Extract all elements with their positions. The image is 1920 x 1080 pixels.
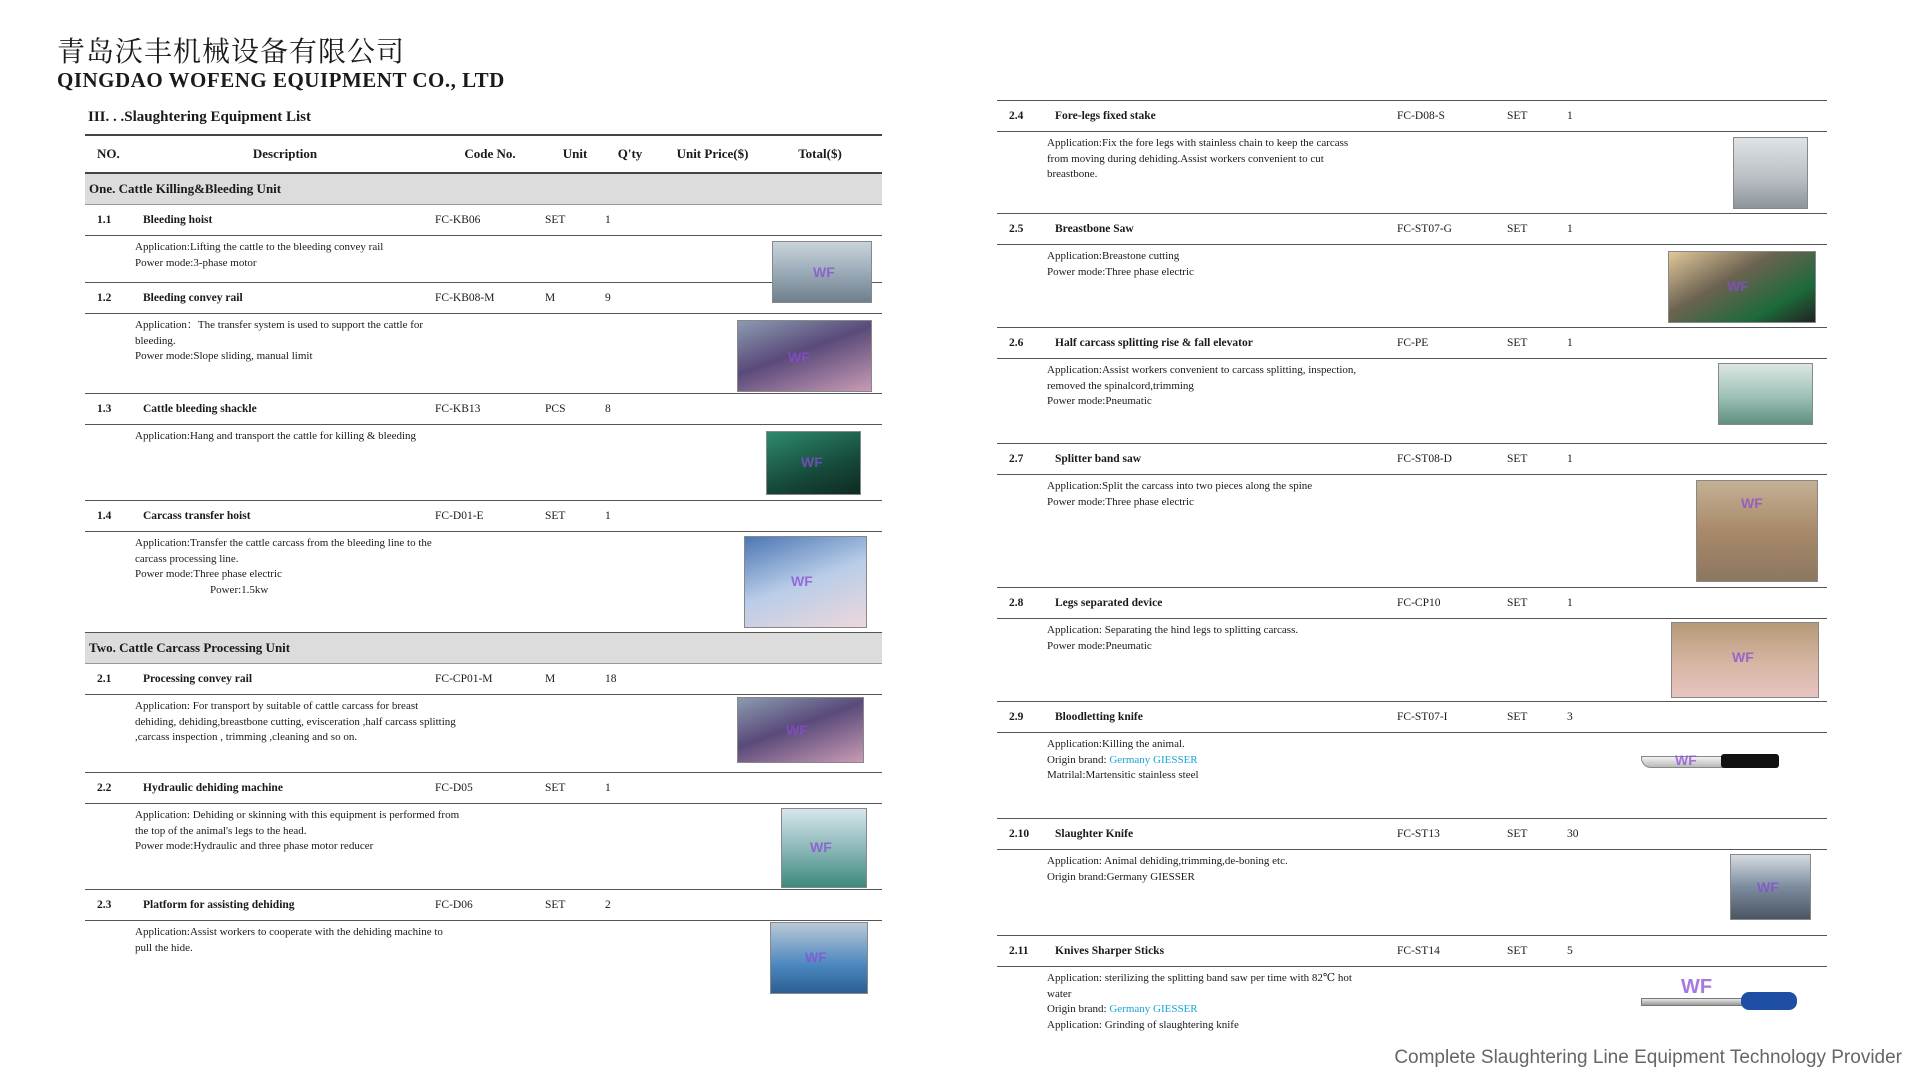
item-code: FC-CP01-M [435, 673, 493, 685]
item-line: Application: sterilizing the splitting band saw per time with 82℃ hot [1047, 972, 1352, 984]
shackle-photo [766, 431, 861, 495]
item-name: Cattle bleeding shackle [143, 403, 257, 415]
header-unit: Unit [562, 146, 588, 161]
item-qty: 30 [1567, 828, 1579, 840]
item-line: Application: Animal dehiding,trimming,de-boning etc. [1047, 855, 1288, 867]
watermark: WF [813, 264, 835, 280]
table-row [85, 283, 882, 394]
item-line: removed the spinalcord,trimming [1047, 379, 1194, 392]
item-name: Breastbone Saw [1055, 223, 1134, 235]
table-row [997, 328, 1827, 444]
item-line: Application: Separating the hind legs to splitting carcass. [1047, 624, 1299, 636]
item-name: Half carcass splitting rise & fall elevator [1055, 337, 1253, 349]
item-line: Power mode:Pneumatic [1047, 395, 1152, 407]
item-line: Matrilal:Martensitic stainless steel [1047, 769, 1199, 781]
item-name: Fore-legs fixed stake [1055, 110, 1156, 122]
watermark: WF [1757, 879, 1779, 895]
watermark: WF [801, 454, 823, 470]
item-qty: 1 [1567, 453, 1573, 465]
item-name: Bloodletting knife [1055, 711, 1143, 723]
item-code: FC-CP10 [1397, 597, 1441, 609]
item-unit: SET [545, 214, 566, 226]
watermark: WF [1732, 649, 1754, 665]
item-no: 2.6 [1009, 337, 1024, 349]
item-line: Power mode:Slope sliding, manual limit [135, 350, 313, 362]
processing-rail-photo [737, 697, 864, 763]
item-line: Power mode:Hydraulic and three phase motor reducer [135, 840, 374, 852]
item-code: FC-D06 [435, 899, 473, 911]
item-line: Application:Split the carcass into two pieces along the spine [1047, 480, 1313, 492]
watermark: WF [810, 839, 832, 855]
table-row [85, 773, 882, 890]
item-line: Application:Breastone cutting [1047, 250, 1180, 262]
brand-name: Germany GIESSER [1109, 1003, 1198, 1015]
convey-rail-photo [737, 320, 872, 392]
item-code: FC-ST14 [1397, 945, 1440, 957]
watermark: WF [791, 573, 813, 589]
item-name: Knives Sharper Sticks [1055, 945, 1165, 957]
item-line: Power:1.5kw [210, 583, 269, 596]
item-name: Bleeding hoist [143, 214, 213, 226]
item-code: FC-D01-E [435, 510, 484, 522]
item-qty: 3 [1567, 711, 1573, 723]
table-row [997, 936, 1827, 1036]
item-line: Origin brand: [1047, 753, 1110, 766]
item-qty: 1 [605, 214, 611, 226]
item-unit: SET [1507, 711, 1528, 723]
table-row [85, 394, 882, 501]
watermark: WF [1741, 495, 1763, 511]
bloodletting-knife-image [1641, 750, 1781, 774]
item-qty: 1 [1567, 597, 1573, 609]
item-code: FC-ST13 [1397, 828, 1440, 840]
item-qty: 1 [605, 510, 611, 522]
item-line: Application: For transport by suitable of cattle carcass for breast [135, 700, 419, 712]
item-no: 2.5 [1009, 223, 1024, 235]
table-row [997, 702, 1827, 819]
item-qty: 1 [1567, 337, 1573, 349]
item-no: 2.11 [1009, 945, 1029, 957]
item-no: 2.10 [1009, 828, 1030, 840]
brand-name: Germany GIESSER [1109, 753, 1198, 766]
item-line: Application:Killing the animal. [1047, 738, 1185, 750]
item-code: FC-D08-S [1397, 110, 1445, 122]
item-code: FC-ST08-D [1397, 453, 1452, 465]
item-line: Application:Transfer the cattle carcass from the bleeding line to the [135, 537, 432, 549]
table-row [997, 101, 1827, 214]
item-name: Legs separated device [1055, 597, 1163, 609]
table-row [997, 819, 1827, 936]
item-name: Splitter band saw [1055, 453, 1142, 465]
item-line: breastbone. [1047, 168, 1098, 180]
item-no: 2.3 [97, 899, 112, 911]
item-no: 2.1 [97, 673, 112, 685]
item-no: 2.7 [1009, 453, 1024, 465]
item-code: FC-D05 [435, 782, 473, 794]
item-qty: 1 [1567, 223, 1573, 235]
item-no: 2.8 [1009, 597, 1024, 609]
item-code: FC-KB08-M [435, 292, 495, 304]
item-no: 1.3 [97, 403, 112, 415]
item-line: Application:Hang and transport the cattle for killing & bleeding [135, 430, 417, 442]
item-unit: SET [545, 782, 566, 794]
item-name: Bleeding convey rail [143, 292, 243, 304]
item-line: water [1047, 987, 1072, 1000]
item-unit: PCS [545, 403, 566, 415]
item-unit: SET [545, 510, 566, 522]
sharpening-steel-image [1641, 976, 1801, 1026]
legs-device-photo [1671, 622, 1819, 698]
item-no: 1.4 [97, 510, 112, 522]
table-row [85, 890, 882, 982]
item-line: Application:Assist workers to cooperate with the dehiding machine to [135, 926, 443, 938]
section-carcass-processing: Two. Cattle Carcass Processing Unit [85, 633, 882, 664]
item-line: the top of the animal's legs to the head. [135, 824, 307, 837]
section-killing-bleeding: One. Cattle Killing&Bleeding Unit [85, 174, 882, 205]
item-line: Origin brand: [1047, 1003, 1110, 1015]
header-qty: Q'ty [617, 146, 643, 161]
item-line: Power mode:Pneumatic [1047, 639, 1152, 652]
table-row [85, 664, 882, 773]
item-line: ,carcass inspection , trimming ,cleaning and so on. [135, 731, 358, 743]
item-unit: SET [1507, 223, 1528, 235]
item-unit: SET [1507, 945, 1528, 957]
item-code: FC-KB06 [435, 214, 481, 226]
elevator-photo [1718, 363, 1813, 425]
item-line: Application: Grinding of slaughtering knife [1047, 1018, 1239, 1031]
item-no: 2.2 [97, 782, 112, 794]
item-code: FC-PE [1397, 337, 1429, 349]
watermark: WF [1727, 278, 1749, 294]
company-name-en: QINGDAO WOFENG EQUIPMENT CO., LTD [57, 68, 505, 92]
item-line: Origin brand:Germany GIESSER [1047, 870, 1195, 883]
item-unit: SET [1507, 337, 1528, 349]
company-name-cn: 青岛沃丰机械设备有限公司 [57, 35, 406, 68]
item-line: Application: Dehiding or skinning with this equipment is performed from [135, 809, 460, 821]
table-header [85, 134, 882, 174]
slaughter-knife-photo [1730, 854, 1811, 920]
footer-tagline: Complete Slaughtering Line Equipment Technology Provider [1394, 1047, 1902, 1068]
item-line: Power mode:Three phase electric [1047, 495, 1194, 508]
item-code: FC-ST07-G [1397, 223, 1452, 235]
left-column [85, 134, 882, 982]
table-row [997, 588, 1827, 702]
item-name: Processing convey rail [143, 673, 253, 685]
item-line: Application:Lifting the cattle to the bleeding convey rail [135, 241, 384, 253]
watermark: WF [1675, 752, 1697, 768]
item-line: Application：The transfer system is used to support the cattle for [135, 319, 424, 331]
item-line: Application:Assist workers convenient to carcass splitting, inspection, [1047, 364, 1357, 376]
header-description: Description [252, 146, 318, 161]
right-column [997, 100, 1827, 1036]
item-no: 2.9 [1009, 711, 1024, 723]
item-unit: SET [545, 899, 566, 911]
platform-photo [770, 922, 868, 994]
transfer-hoist-photo [744, 536, 867, 628]
item-line: Power mode:3-phase motor [135, 256, 257, 269]
dehiding-machine-photo [781, 808, 867, 888]
item-unit: SET [1507, 597, 1528, 609]
table-row [997, 444, 1827, 588]
item-qty: 5 [1567, 945, 1573, 957]
watermark: WF [786, 722, 808, 738]
item-unit: SET [1507, 453, 1528, 465]
item-line: Application:Fix the fore legs with stainless chain to keep the carcass [1047, 137, 1349, 149]
item-qty: 1 [605, 782, 611, 794]
item-line: carcass processing line. [135, 552, 239, 565]
watermark: WF [805, 949, 827, 965]
item-unit: M [545, 673, 556, 685]
item-qty: 8 [605, 403, 611, 415]
item-code: FC-KB13 [435, 403, 481, 415]
item-qty: 18 [605, 673, 617, 685]
item-no: 1.1 [97, 214, 112, 226]
item-unit: M [545, 292, 556, 304]
item-code: FC-ST07-I [1397, 711, 1448, 723]
item-line: Power mode:Three phase electric [1047, 265, 1194, 278]
header-code: Code No. [464, 146, 516, 161]
item-line: pull the hide. [135, 941, 193, 954]
item-name: Carcass transfer hoist [143, 510, 251, 522]
breastbone-saw-photo [1668, 251, 1816, 323]
header-no: NO. [97, 146, 120, 161]
item-unit: SET [1507, 110, 1528, 122]
watermark: WF [788, 349, 810, 365]
band-saw-photo [1696, 480, 1818, 582]
item-line: Power mode:Three phase electric [135, 568, 282, 580]
table-row [85, 205, 882, 283]
header-unit-price: Unit Price($) [676, 146, 749, 161]
item-name: Slaughter Knife [1055, 828, 1134, 840]
item-qty: 2 [605, 899, 611, 911]
watermark: WF [1681, 976, 1713, 998]
item-line: dehiding, dehiding,breastbone cutting, evisceration ,half carcass splitting [135, 715, 456, 728]
item-line: bleeding. [135, 334, 176, 347]
table-row [85, 501, 882, 633]
item-name: Platform for assisting dehiding [143, 899, 295, 911]
table-row [997, 214, 1827, 328]
item-line: from moving during dehiding.Assist workers convenient to cut [1047, 152, 1324, 165]
item-name: Hydraulic dehiding machine [143, 782, 283, 794]
header-total: Total($) [798, 146, 842, 161]
item-qty: 9 [605, 292, 611, 304]
item-no: 2.4 [1009, 110, 1024, 122]
list-title: III. . .Slaughtering Equipment List [88, 109, 311, 125]
item-no: 1.2 [97, 292, 112, 304]
fore-legs-stake-photo [1733, 137, 1808, 209]
item-unit: SET [1507, 828, 1528, 840]
item-qty: 1 [1567, 110, 1573, 122]
